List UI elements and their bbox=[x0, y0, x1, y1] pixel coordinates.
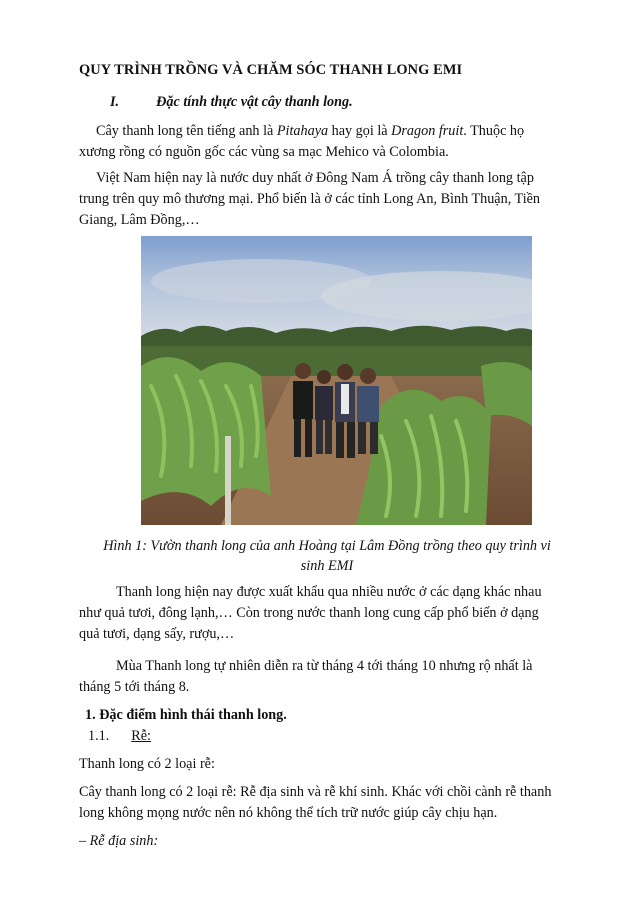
heading-1: 1. Đặc điểm hình thái thanh long. bbox=[85, 707, 287, 723]
paragraph-4-line-1: Mùa Thanh long tự nhiên diễn ra từ tháng 4 tới tháng 10 nhưng rộ nhất là bbox=[116, 658, 533, 674]
dragon-fruit-garden-photo bbox=[141, 236, 532, 525]
paragraph-5: Thanh long có 2 loại rễ: bbox=[79, 756, 215, 772]
section-heading-1 bbox=[110, 92, 353, 112]
paragraph-3-line-2: như quả tươi, đông lạnh,… Còn trong nước thanh long cung cấp phổ biến ở dạng bbox=[79, 605, 539, 621]
paragraph-3-line-3: quả tươi, dạng sấy, rượu,… bbox=[79, 626, 235, 642]
figure-caption: Hình 1: Vườn thanh long của anh Hoàng tại Lâm Đồng trồng theo quy trình vi sinh EMI bbox=[103, 538, 551, 574]
paragraph-2-line-1: Việt Nam hiện nay là nước duy nhất ở Đông Nam Á trồng cây thanh long tập bbox=[96, 170, 534, 186]
list-item-re-dia-sinh: – Rễ địa sinh: bbox=[79, 833, 159, 849]
photo-illustration bbox=[141, 236, 532, 525]
paragraph-2-line-3: Giang, Lâm Đồng,… bbox=[79, 212, 200, 228]
document-title: QUY TRÌNH TRỒNG VÀ CHĂM SÓC THANH LONG EMI bbox=[79, 62, 463, 78]
paragraph-1-line-2: xương rồng có nguồn gốc các vùng sa mạc Mehico và Colombia. bbox=[79, 144, 449, 160]
paragraph-6-line-2: long không mọng nước nên nó không thể tích trữ nước giúp cây chịu hạn. bbox=[79, 805, 498, 821]
paragraph-4-line-2: tháng 5 tới tháng 8. bbox=[79, 679, 190, 695]
section-number: I. bbox=[110, 94, 120, 110]
paragraph-2-line-2: trung trên quy mô thương mại. Phổ biến là ở các tỉnh Long An, Bình Thuận, Tiền bbox=[79, 191, 541, 207]
section-title: Đặc tính thực vật cây thanh long. bbox=[156, 94, 353, 110]
paragraph-3-line-1: Thanh long hiện nay được xuất khẩu qua nhiều nước ở các dạng khác nhau bbox=[116, 584, 542, 600]
paragraph-1-line-1: Cây thanh long tên tiếng anh là Pitahaya hay gọi là Dragon fruit. Thuộc họ bbox=[96, 123, 525, 139]
paragraph-6-line-1: Cây thanh long có 2 loại rễ: Rễ địa sinh và rễ khí sinh. Khác với chồi cành rễ thanh bbox=[79, 784, 552, 800]
subheading-1-1: 1.1. Rễ: bbox=[88, 728, 151, 744]
